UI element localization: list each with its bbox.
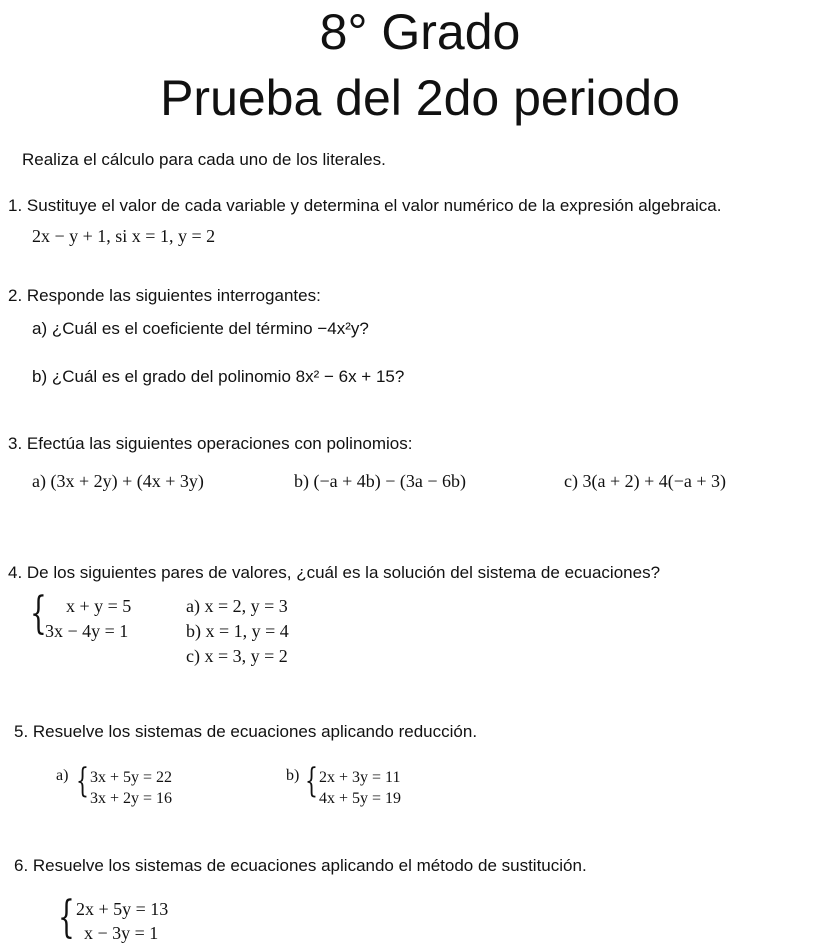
q5-a-equation-2: 3x + 2y = 16	[90, 790, 173, 807]
q3-item-b: b) (−a + 4b) − (3a − 6b)	[294, 471, 467, 491]
q4-option-c: c) x = 3, y = 2	[186, 646, 288, 666]
q2-item-a: a) ¿Cuál es el coeficiente del término −4x²y?	[32, 319, 369, 338]
grade-title: 8° Grado	[319, 4, 521, 60]
q5-b-brace: {	[305, 761, 318, 801]
exam-title: Prueba del 2do periodo	[160, 70, 680, 126]
q5-b-label: b)	[286, 767, 300, 784]
q6-prompt: 6. Resuelve los sistemas de ecuaciones aplicando el método de sustitución.	[14, 856, 587, 875]
q4-option-a: a) x = 2, y = 3	[186, 596, 288, 616]
q6-equation-2: x − 3y = 1	[84, 923, 159, 943]
q5-a-brace: {	[76, 761, 89, 801]
q4-prompt: 4. De los siguientes pares de valores, ¿cuál es la solución del sistema de ecuaciones?	[8, 563, 661, 582]
instructions: Realiza el cálculo para cada uno de los literales.	[22, 150, 386, 169]
q4-system-brace: {	[30, 588, 47, 639]
q5-b-equation-1: 2x + 3y = 11	[319, 769, 401, 786]
q4-equation-2: 3x − 4y = 1	[45, 621, 129, 641]
q1-prompt: 1. Sustituye el valor de cada variable y determina el valor numérico de la expresión algebraica.	[8, 196, 722, 215]
q4-option-b: b) x = 1, y = 4	[186, 621, 289, 641]
q5-prompt: 5. Resuelve los sistemas de ecuaciones aplicando reducción.	[14, 722, 478, 741]
q2-prompt: 2. Responde las siguientes interrogantes:	[8, 286, 321, 305]
q3-prompt: 3. Efectúa las siguientes operaciones con polinomios:	[8, 434, 413, 453]
q4-equation-1: x + y = 5	[66, 596, 132, 616]
q5-a-label: a)	[56, 767, 69, 784]
q5-b-equation-2: 4x + 5y = 19	[319, 790, 402, 807]
q1-expression: 2x − y + 1, si x = 1, y = 2	[32, 226, 216, 246]
q6-system-brace: {	[58, 892, 75, 943]
q6-equation-1: 2x + 5y = 13	[76, 899, 169, 919]
q5-a-equation-1: 3x + 5y = 22	[90, 769, 173, 786]
q3-item-a: a) (3x + 2y) + (4x + 3y)	[32, 471, 204, 491]
q2-item-b: b) ¿Cuál es el grado del polinomio 8x² − 6x + 15?	[32, 367, 405, 386]
q3-item-c: c) 3(a + 2) + 4(−a + 3)	[564, 471, 727, 491]
